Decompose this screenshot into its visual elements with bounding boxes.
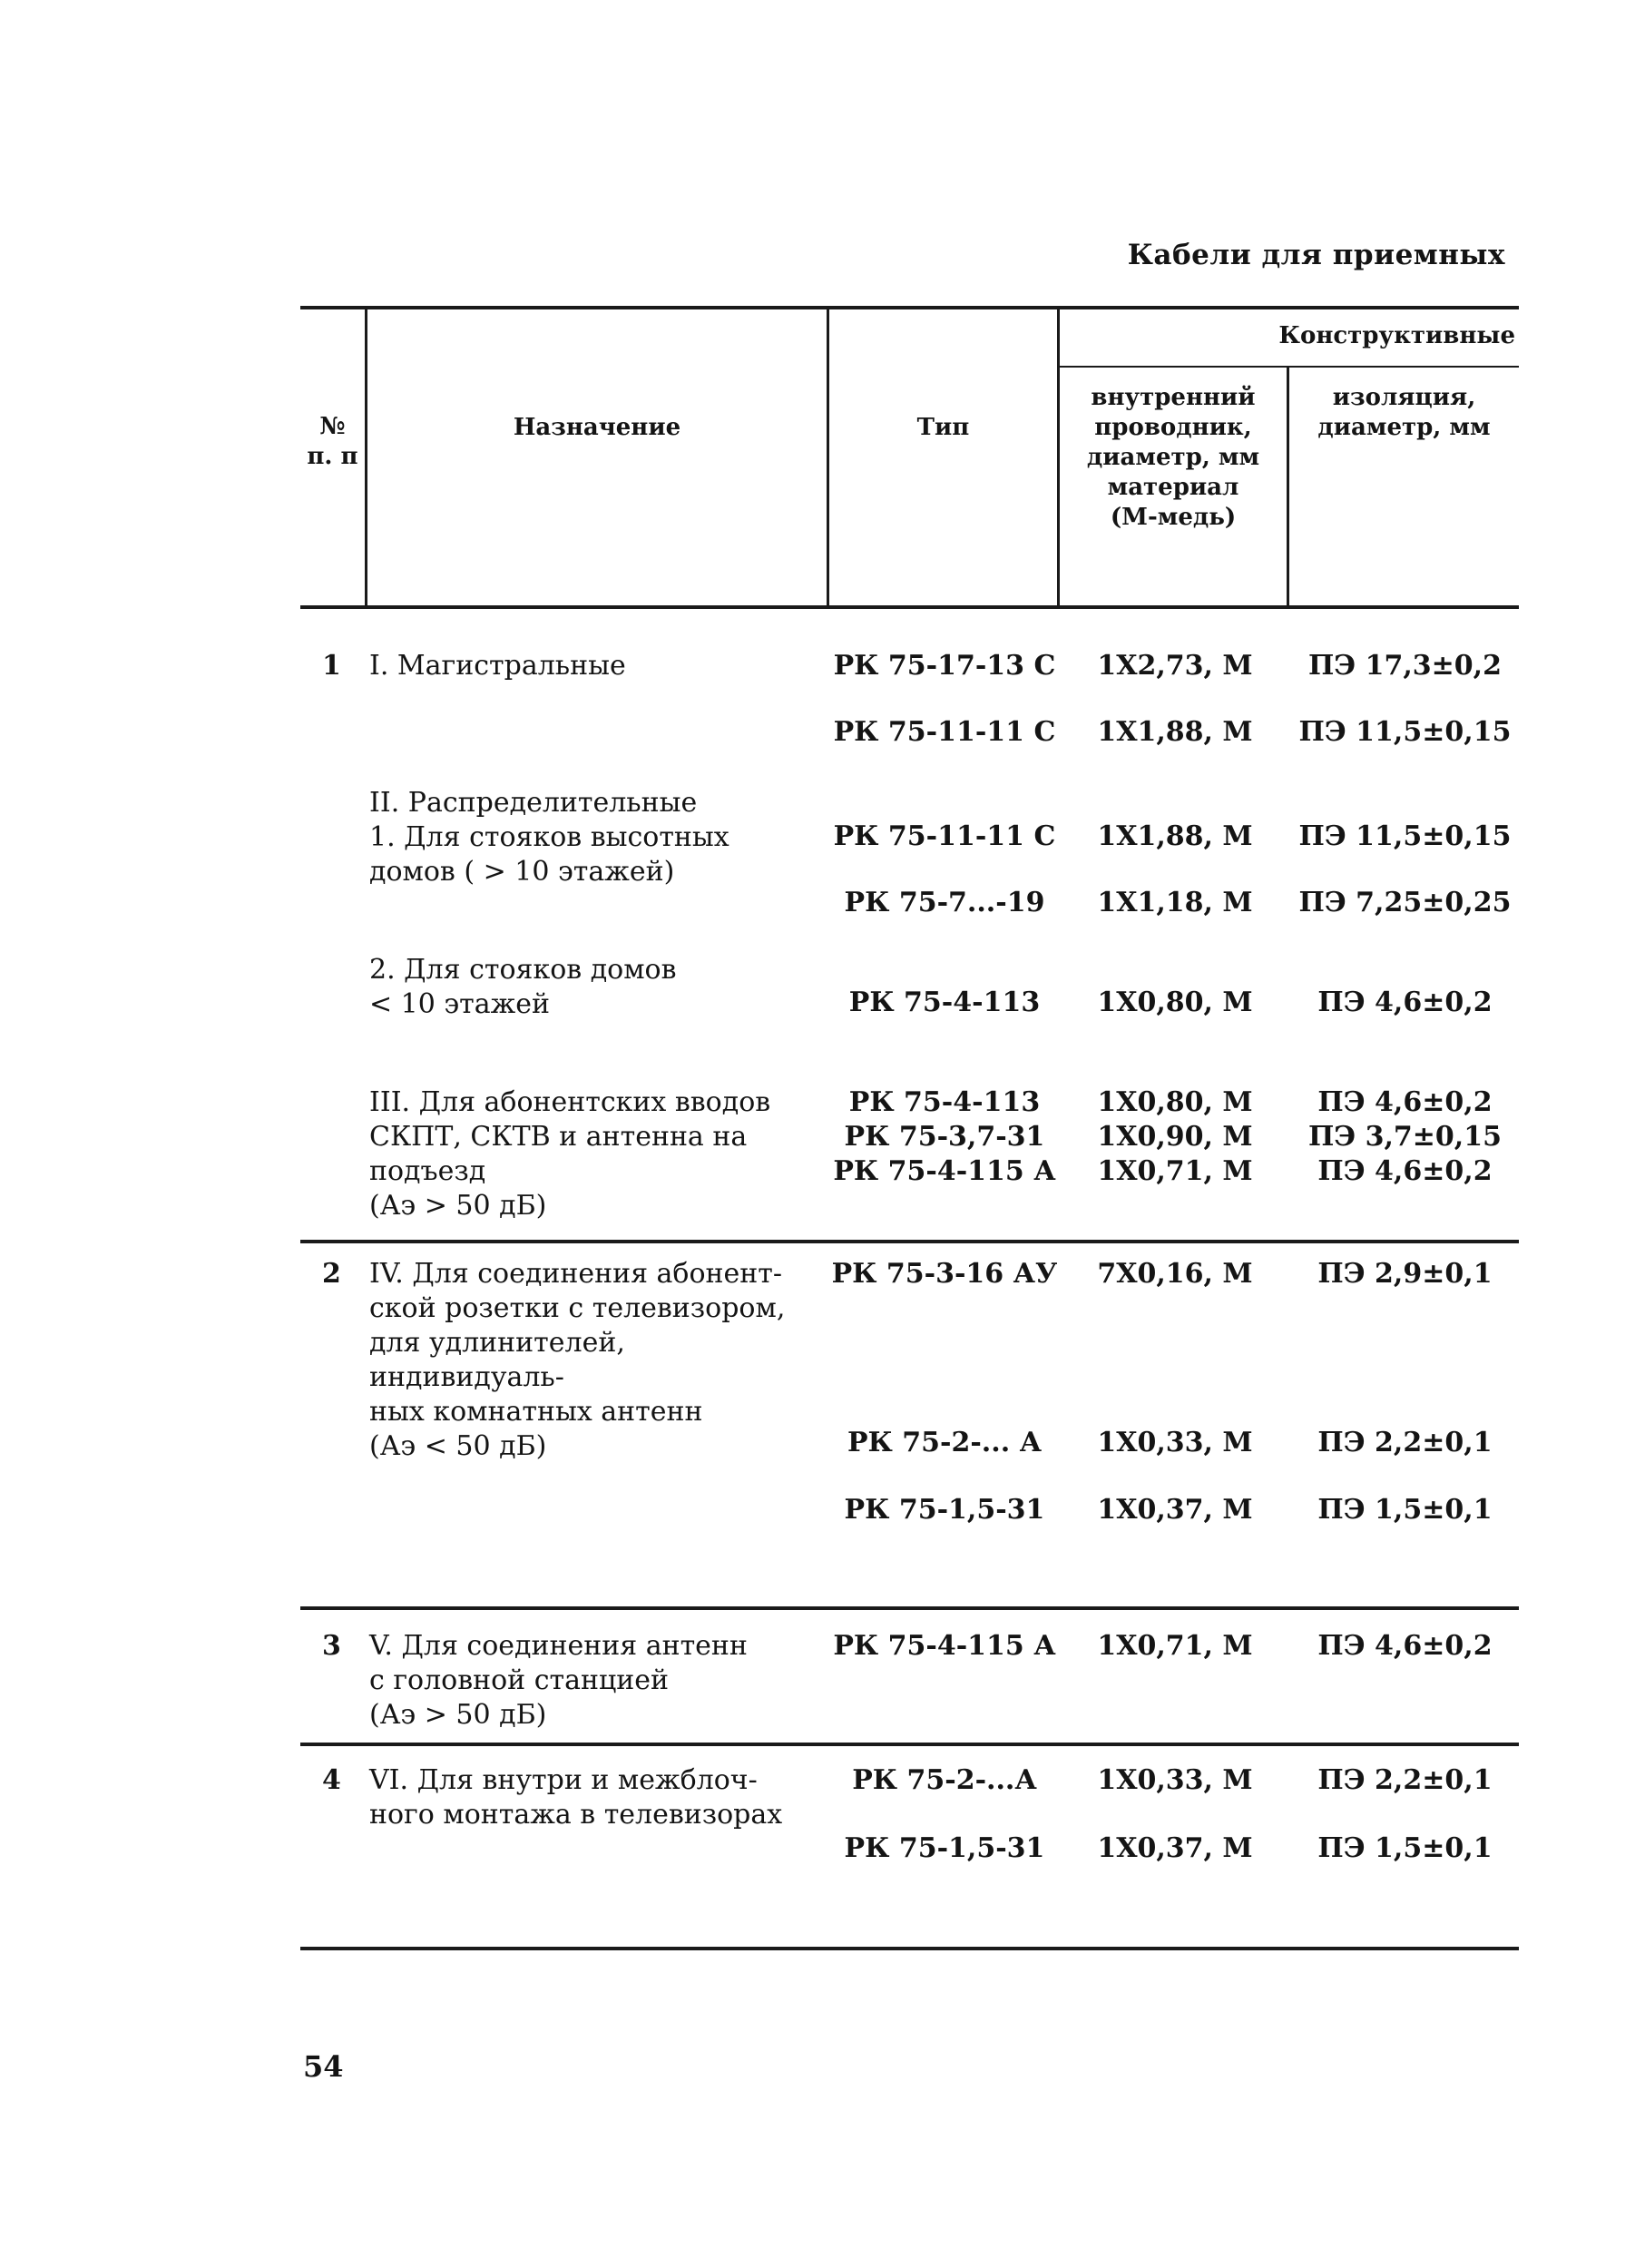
conductor-cell: 1X2,73, М xyxy=(1097,650,1253,682)
conductor-cell: 1X0,80, М 1X0,90, М 1X0,71, М xyxy=(1097,1086,1253,1187)
type-cell: РК 75-17-13 С xyxy=(833,650,1056,682)
conductor-cell: 7X0,16, М xyxy=(1097,1258,1253,1290)
conductor-cell: 1X0,37, М xyxy=(1097,1832,1253,1864)
header-insulation: изоляция, диаметр, мм xyxy=(1317,384,1491,441)
conductor-cell: 1X0,80, М xyxy=(1097,987,1253,1018)
purpose-cell: I. Магистральные xyxy=(369,650,626,682)
row-divider-2 xyxy=(300,1606,1519,1610)
conductor-cell: 1X1,88, М xyxy=(1097,716,1253,748)
type-cell: РК 75-2-... А xyxy=(847,1427,1043,1458)
row-number: 2 xyxy=(322,1258,341,1290)
table-top-rule xyxy=(300,306,1519,309)
conductor-cell: 1X0,33, М xyxy=(1097,1427,1253,1458)
page-number: 54 xyxy=(303,2049,344,2084)
type-cell: РК 75-4-113 xyxy=(848,987,1041,1018)
insulation-cell: ПЭ 17,3±0,2 xyxy=(1307,650,1503,682)
type-cell: РК 75-1,5-31 xyxy=(844,1494,1045,1526)
insulation-cell: ПЭ 11,5±0,15 xyxy=(1298,716,1512,748)
header-bottom-rule xyxy=(300,605,1519,609)
type-cell: РК 75-1,5-31 xyxy=(844,1832,1045,1864)
header-conductor: внутренний проводник, диаметр, мм материал (М-медь) xyxy=(1086,384,1260,531)
row-number: 3 xyxy=(322,1630,341,1662)
row-number: 1 xyxy=(322,650,341,682)
insulation-cell: ПЭ 2,2±0,1 xyxy=(1317,1427,1493,1458)
insulation-cell: ПЭ 1,5±0,1 xyxy=(1317,1494,1493,1526)
conductor-cell: 1X1,18, М xyxy=(1097,887,1253,918)
type-cell: РК 75-2-...А xyxy=(852,1764,1037,1796)
conductor-cell: 1X0,71, М xyxy=(1097,1630,1253,1662)
conductor-cell: 1X1,88, М xyxy=(1097,820,1253,852)
insulation-cell: ПЭ 2,9±0,1 xyxy=(1317,1258,1493,1290)
header-group-rule xyxy=(1060,366,1519,368)
insulation-cell: ПЭ 4,6±0,2 xyxy=(1317,1630,1493,1662)
insulation-cell: ПЭ 4,6±0,2 xyxy=(1317,987,1493,1018)
insulation-cell: ПЭ 11,5±0,15 xyxy=(1298,820,1512,852)
header-group-constructive: Конструктивные xyxy=(1278,322,1515,349)
insulation-cell: ПЭ 1,5±0,1 xyxy=(1317,1832,1493,1864)
purpose-cell: II. Распределительные 1. Для стояков высотных домов ( > 10 этажей) xyxy=(369,787,729,888)
header-type: Тип xyxy=(916,414,970,441)
insulation-cell: ПЭ 4,6±0,2 ПЭ 3,7±0,15 ПЭ 4,6±0,2 xyxy=(1307,1086,1503,1187)
row-number: 4 xyxy=(322,1764,341,1796)
type-cell: РК 75-3-16 АУ xyxy=(831,1258,1058,1290)
header-vline-1 xyxy=(365,306,367,609)
purpose-cell: III. Для абонентских вводов СКПТ, СКТВ и антенна на подъезд (Аэ > 50 дБ) xyxy=(369,1086,771,1222)
insulation-cell: ПЭ 2,2±0,1 xyxy=(1317,1764,1493,1796)
row-divider-1 xyxy=(300,1240,1519,1243)
header-vline-2 xyxy=(827,306,829,609)
type-cell: РК 75-4-115 А xyxy=(833,1630,1056,1662)
type-cell: РК 75-7...-19 xyxy=(844,887,1045,918)
purpose-cell: VI. Для внутри и межблоч- ного монтажа в телевизорах xyxy=(369,1764,783,1831)
table-bottom-rule xyxy=(300,1947,1519,1950)
purpose-cell: V. Для соединения антенн с головной станцией (Аэ > 50 дБ) xyxy=(369,1630,748,1731)
conductor-cell: 1X0,37, М xyxy=(1097,1494,1253,1526)
purpose-cell: IV. Для соединения абонент- ской розетки с телевизором, для удлинителей, индивидуаль- ных комнатных антенн (Аэ < 50 дБ) xyxy=(369,1258,786,1462)
header-num: № п. п xyxy=(307,413,358,470)
type-cell: РК 75-4-113 РК 75-3,7-31 РК 75-4-115 А xyxy=(833,1086,1056,1187)
type-cell: РК 75-11-11 С xyxy=(833,716,1056,748)
header-purpose: Назначение xyxy=(513,414,681,441)
page-title: Кабели для приемных xyxy=(1127,239,1505,271)
purpose-cell: 2. Для стояков домов < 10 этажей xyxy=(369,954,677,1020)
row-divider-3 xyxy=(300,1743,1519,1746)
insulation-cell: ПЭ 7,25±0,25 xyxy=(1298,887,1512,918)
type-cell: РК 75-11-11 С xyxy=(833,820,1056,852)
conductor-cell: 1X0,33, М xyxy=(1097,1764,1253,1796)
